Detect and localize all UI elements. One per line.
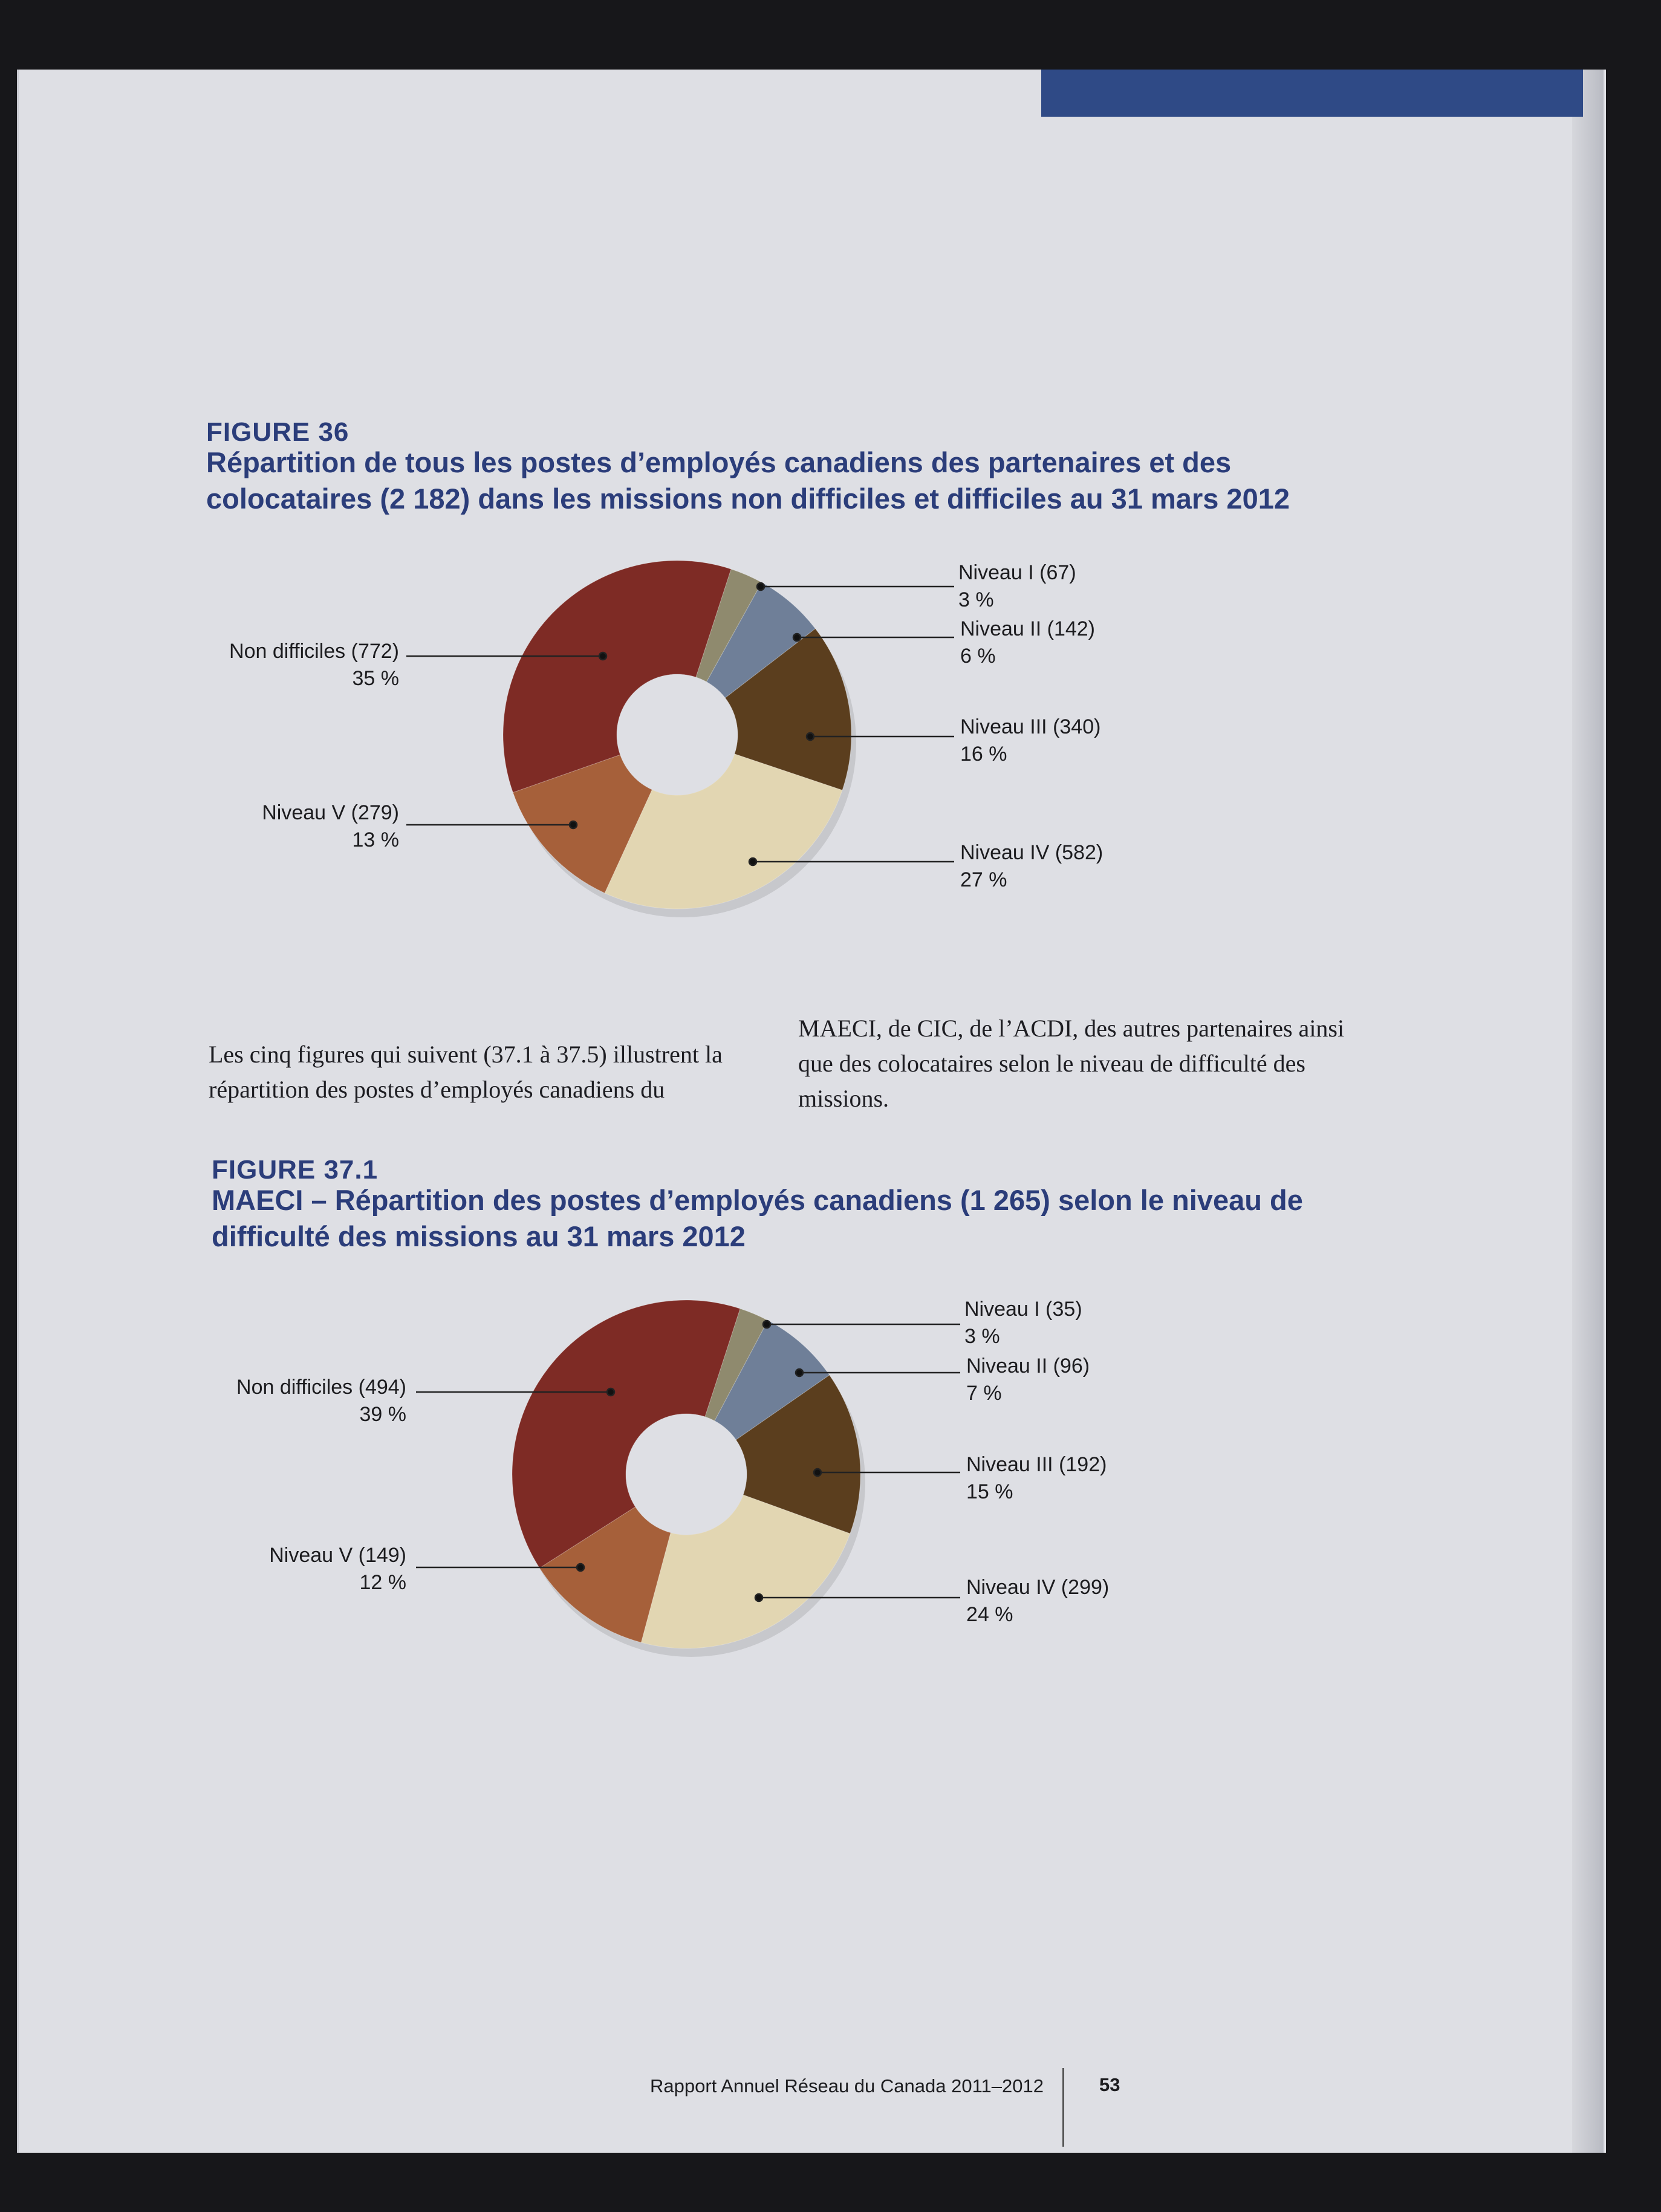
fig36-label-nondiff: Non difficiles (772) 35 %	[229, 640, 399, 690]
fig36-label-niveau2: Niveau II (142) 6 %	[960, 617, 1095, 668]
body-text-left: Les cinq figures qui suivent (37.1 à 37.5) illustrent la répartition des postes d’employés canadiens du	[209, 1041, 723, 1103]
figure-37-1-title: MAECI – Répartition des postes d’employés canadiens (1 265) selon le niveau de difficulté des missions au 31 mars 2012	[212, 1184, 1303, 1252]
footer-text: Rapport Annuel Réseau du Canada 2011–2012	[650, 2075, 1044, 2097]
fig36-label-niveau4: Niveau IV (582) 27 %	[960, 841, 1104, 891]
body-text-right: MAECI, de CIC, de l’ACDI, des autres partenaires ainsi que des colocataires selon le niveau de difficulté des missions.	[798, 1015, 1345, 1112]
figure-36-label: FIGURE 36	[206, 417, 349, 447]
fig371-label-niveau4: Niveau IV (299) 24 %	[966, 1576, 1110, 1626]
figure-37-1-label: FIGURE 37.1	[212, 1155, 379, 1185]
fig371-label-niveau1: Niveau I (35) 3 %	[964, 1298, 1082, 1348]
fig371-label-niveau5: Niveau V (149) 12 %	[269, 1544, 406, 1594]
fig371-label-niveau2: Niveau II (96) 7 %	[966, 1355, 1090, 1405]
footer-divider	[1062, 2068, 1064, 2147]
fig36-label-niveau1: Niveau I (67) 3 %	[958, 561, 1076, 611]
fig36-label-niveau5: Niveau V (279) 13 %	[262, 801, 399, 851]
page-number: 53	[1099, 2074, 1120, 2095]
fig36-label-niveau3: Niveau III (340) 16 %	[960, 715, 1101, 766]
fig371-label-nondiff: Non difficiles (494) 39 %	[236, 1376, 406, 1426]
fig371-label-niveau3: Niveau III (192) 15 %	[966, 1453, 1107, 1503]
figure-36-title: Répartition de tous les postes d’employés canadiens des partenaires et des colocataires (2 182) dans les missions non difficiles et difficiles au 31 mars 2012	[206, 446, 1290, 515]
